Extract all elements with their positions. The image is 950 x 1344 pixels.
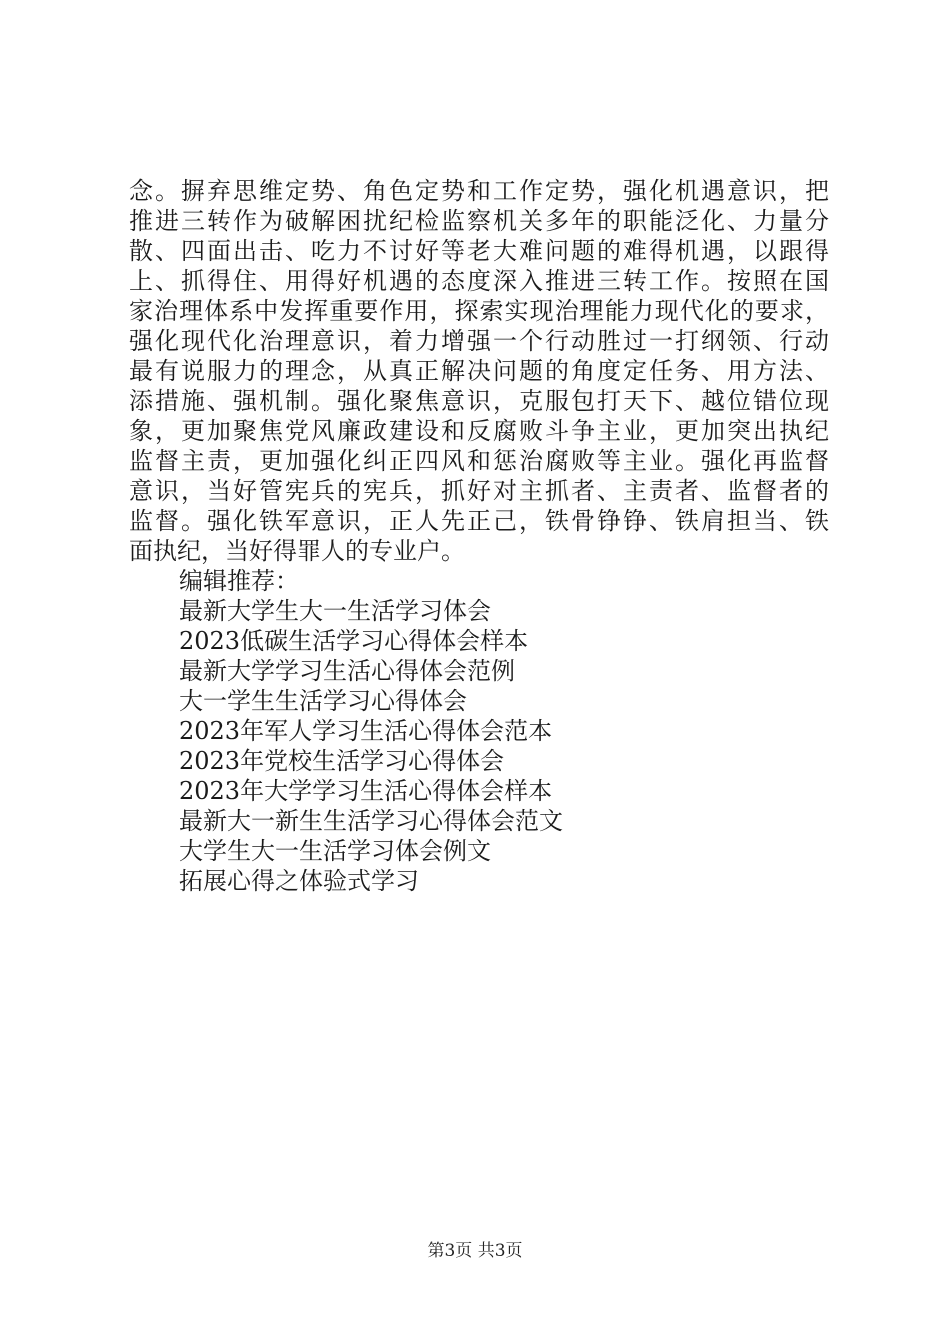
recommend-item[interactable]: 最新大学学习生活心得体会范例 [179,657,515,685]
body-line: 强化现代化治理意识，着力增强一个行动胜过一打纲领、行动 [129,327,829,355]
recommend-item[interactable]: 2023年大学学习生活心得体会样本 [179,777,553,805]
recommend-item[interactable]: 大学生大一生活学习体会例文 [179,837,491,865]
recommend-heading: 编辑推荐： [179,567,299,595]
body-line: 意识，当好管宪兵的宪兵，抓好对主抓者、主责者、监督者的 [129,477,829,505]
body-paragraph [129,176,829,566]
body-line: 监督主责，更加强化纠正四风和惩治腐败等主业。强化再监督 [129,447,829,475]
recommend-item[interactable]: 2023年党校生活学习心得体会 [179,747,505,775]
body-line: 家治理体系中发挥重要作用，探索实现治理能力现代化的要求， [129,297,829,325]
body-line: 监督。强化铁军意识，正人先正己，铁骨铮铮、铁肩担当、铁 [129,507,829,535]
body-line: 念。摒弃思维定势、角色定势和工作定势，强化机遇意识，把 [129,177,829,205]
page-number-footer: 第3页 共3页 [427,1241,523,1261]
body-line: 散、四面出击、吃力不讨好等老大难问题的难得机遇，以跟得 [129,237,829,265]
body-line: 添措施、强机制。强化聚焦意识，克服包打天下、越位错位现 [129,387,829,415]
recommend-item[interactable]: 2023年军人学习生活心得体会范本 [179,717,553,745]
body-line-last: 面执纪，当好得罪人的专业户。 [129,537,465,565]
recommend-item[interactable]: 拓展心得之体验式学习 [179,867,419,895]
recommend-item[interactable]: 大一学生生活学习心得体会 [179,687,467,715]
body-line: 推进三转作为破解困扰纪检监察机关多年的职能泛化、力量分 [129,207,829,235]
body-line: 上、抓得住、用得好机遇的态度深入推进三转工作。按照在国 [129,267,829,295]
body-line: 最有说服力的理念，从真正解决问题的角度定任务、用方法、 [129,357,829,385]
recommend-item[interactable]: 2023低碳生活学习心得体会样本 [179,627,529,655]
recommend-item[interactable]: 最新大学生大一生活学习体会 [179,597,491,625]
body-line: 象，更加聚焦党风廉政建设和反腐败斗争主业，更加突出执纪 [129,417,829,445]
recommend-item[interactable]: 最新大一新生生活学习心得体会范文 [179,807,563,835]
recommend-list [179,596,563,896]
